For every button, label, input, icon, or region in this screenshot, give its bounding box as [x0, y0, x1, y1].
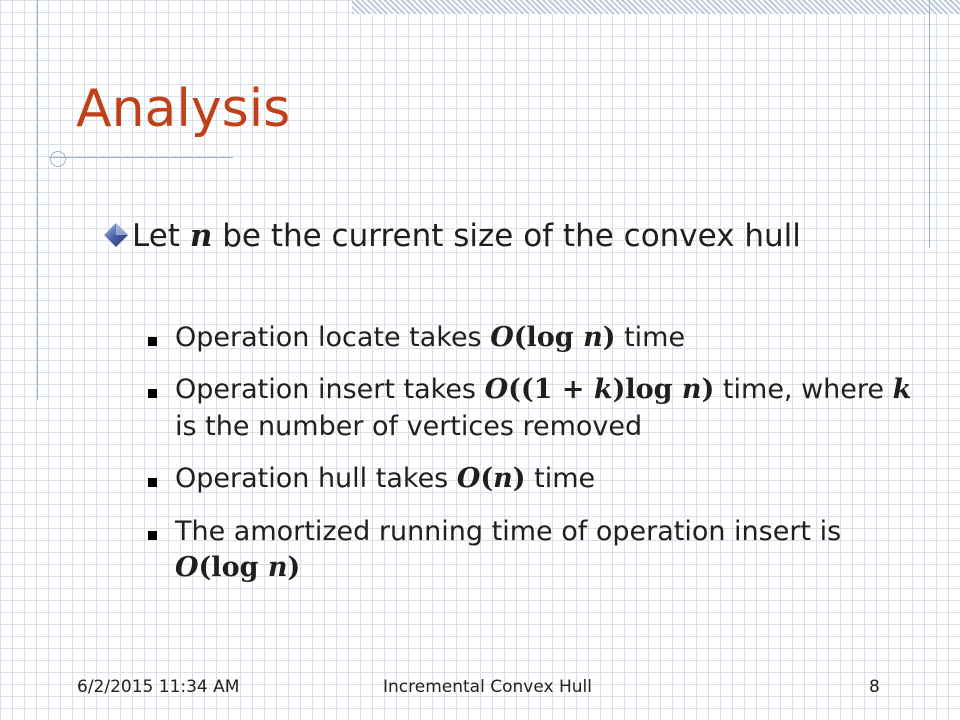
sub-bullet-list	[148, 320, 928, 603]
footer-title: Incremental Convex Hull	[383, 677, 592, 697]
sub-bullet-text: Operation hull takes O(n) time	[175, 463, 596, 495]
main-bullet-text: Let n be the current size of the convex hull	[132, 218, 801, 254]
sub-bullet-insert	[148, 372, 928, 445]
sub-bullet-text: The amortized running time of operation insert is O(log n)	[175, 515, 842, 584]
slide-title: Analysis	[76, 79, 291, 139]
square-bullet-icon	[148, 337, 157, 346]
top-stripe-decoration	[352, 0, 960, 14]
square-bullet-icon	[148, 389, 157, 398]
left-vertical-rule	[37, 0, 38, 400]
sub-bullet-amortized	[148, 514, 928, 587]
crosshair-circle-icon	[50, 151, 66, 167]
square-bullet-icon	[148, 531, 157, 540]
title-horizontal-rule	[49, 157, 233, 158]
sub-bullet-locate	[148, 320, 928, 356]
footer-date: 6/2/2015 11:34 AM	[77, 677, 240, 697]
main-bullet	[100, 214, 890, 259]
diamond-bullet-icon	[100, 222, 132, 248]
sub-bullet-text: Operation insert takes O((1 + k)log n) time, where k is the number of vertices removed	[175, 374, 912, 442]
sub-bullet-text: Operation locate takes O(log n) time	[175, 322, 686, 353]
sub-bullet-hull	[148, 461, 928, 497]
right-vertical-rule	[929, 0, 930, 248]
square-bullet-icon	[148, 478, 157, 487]
footer-page-number: 8	[869, 677, 880, 697]
